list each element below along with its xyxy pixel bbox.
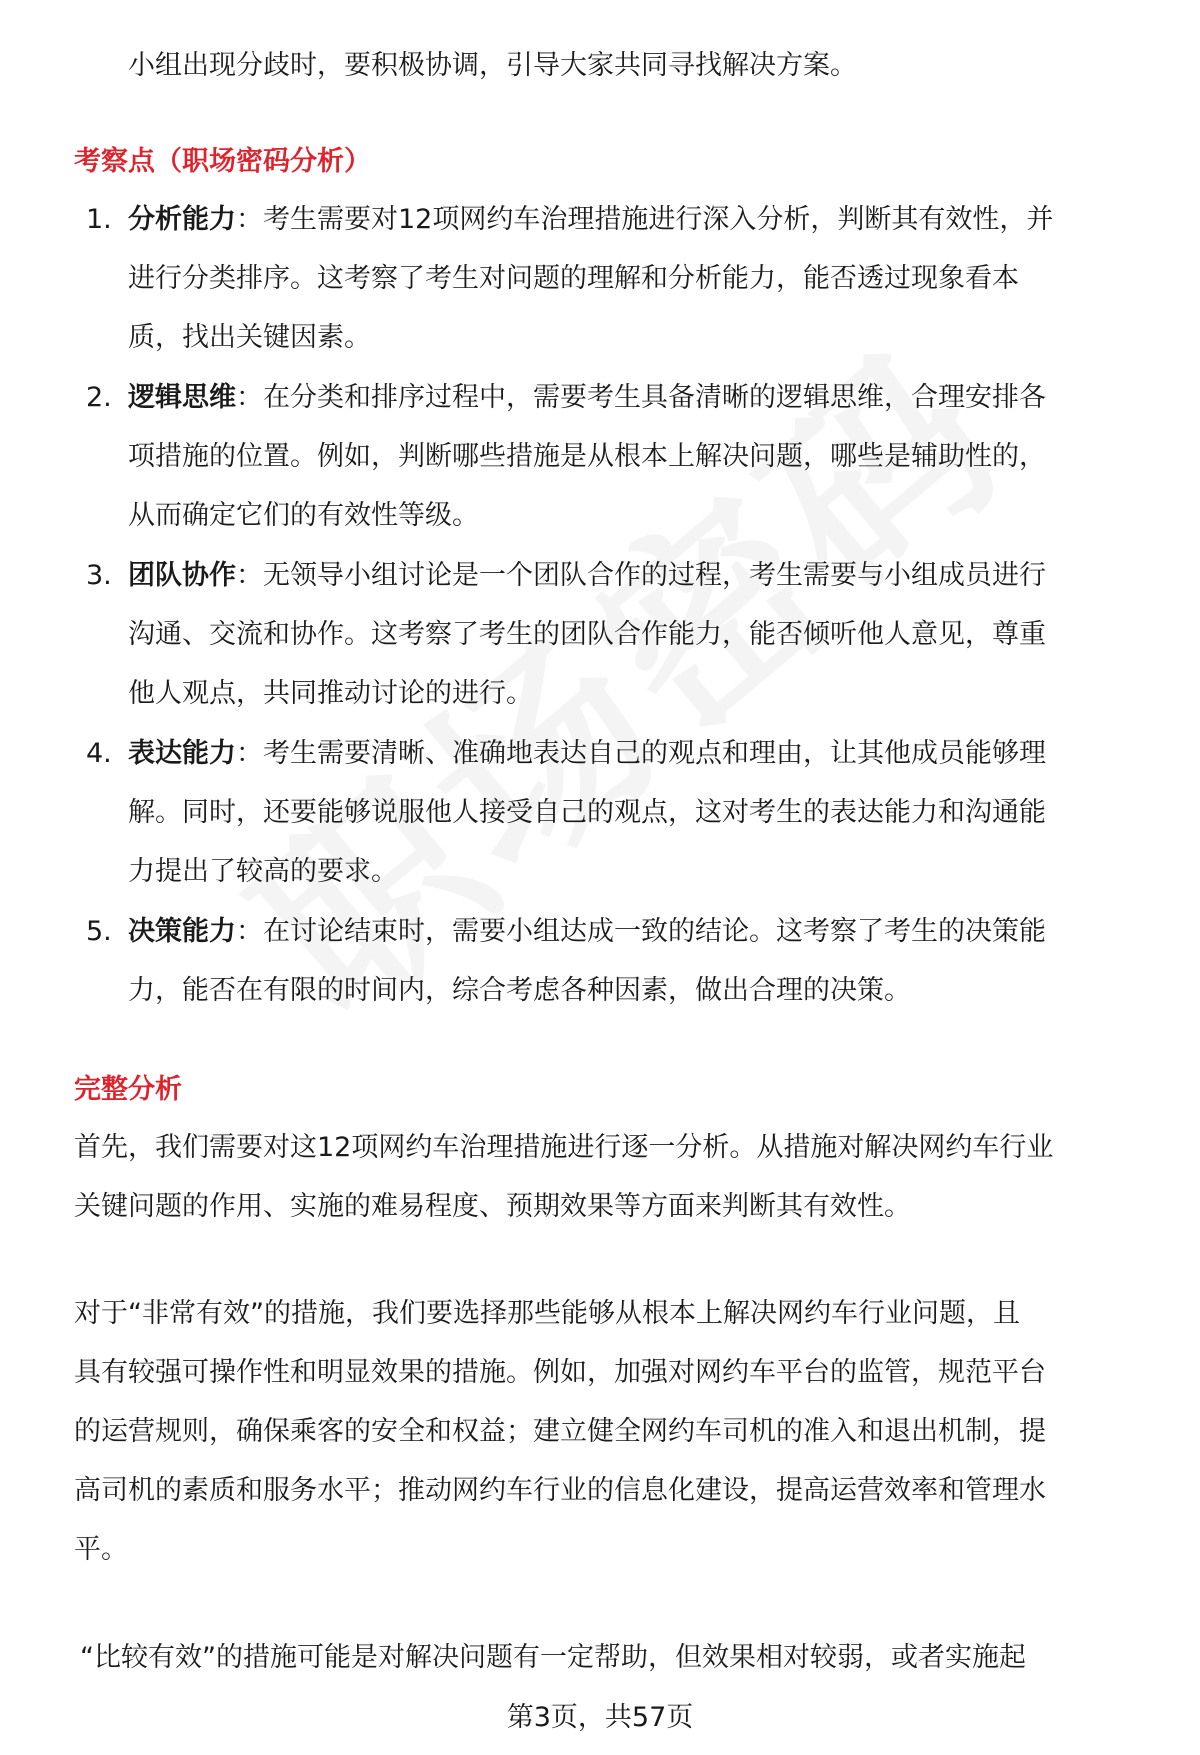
list-item-text: ：考生需要对12项网约车治理措施进行深入分析，判断其有效性，并: [236, 204, 1054, 235]
list-item-line: 从而确定它们的有效性等级。: [128, 500, 479, 531]
list-item-line: 力，能否在有限的时间内，综合考虑各种因素，做出合理的决策。: [128, 975, 911, 1006]
paragraph-line: 的运营规则，确保乘客的安全和权益；建立健全网约车司机的准入和退出机制，提: [74, 1416, 1046, 1447]
list-item-line: 沟通、交流和协作。这考察了考生的团队合作能力，能否倾听他人意见，尊重: [128, 619, 1046, 650]
list-number: 2.: [86, 382, 112, 413]
list-number: 1.: [86, 204, 112, 235]
list-item-term: 分析能力: [128, 204, 236, 235]
paragraph-line: 关键问题的作用、实施的难易程度、预期效果等方面来判断其有效性。: [74, 1191, 911, 1222]
list-item-line: 力提出了较高的要求。: [128, 856, 398, 887]
paragraph-line: 首先，我们需要对这12项网约车治理措施进行逐一分析。从措施对解决网约车行业: [74, 1132, 1054, 1163]
list-item-line: [128, 378, 1046, 418]
paragraph-line: 对于“非常有效”的措施，我们要选择那些能够从根本上解决网约车行业问题，且: [74, 1298, 1020, 1329]
list-item-term: 表达能力: [128, 738, 236, 769]
list-number: 5.: [86, 916, 112, 947]
list-item-line: [128, 556, 1046, 596]
list-item-line: 他人观点，共同推动讨论的进行。: [128, 678, 533, 709]
list-number: 3.: [86, 560, 112, 591]
list-item-line: 项措施的位置。例如，判断哪些措施是从根本上解决问题，哪些是辅助性的，: [128, 441, 1046, 472]
intro-line: 小组出现分歧时，要积极协调，引导大家共同寻找解决方案。: [128, 50, 857, 81]
paragraph-line: 平。: [74, 1534, 128, 1565]
list-item-term: 决策能力: [128, 916, 236, 947]
paragraph-line: 高司机的素质和服务水平；推动网约车行业的信息化建设，提高运营效率和管理水: [74, 1475, 1046, 1506]
list-item-text: ：无领导小组讨论是一个团队合作的过程，考生需要与小组成员进行: [236, 560, 1046, 591]
list-item-text: ：在讨论结束时，需要小组达成一致的结论。这考察了考生的决策能: [236, 916, 1046, 947]
paragraph-line: 具有较强可操作性和明显效果的措施。例如，加强对网约车平台的监管，规范平台: [74, 1357, 1046, 1388]
list-item-line: 进行分类排序。这考察了考生对问题的理解和分析能力，能否透过现象看本: [128, 263, 1019, 294]
list-item-line: [128, 912, 1046, 952]
list-item-line: [128, 734, 1046, 774]
list-item-text: ：考生需要清晰、准确地表达自己的观点和理由，让其他成员能够理: [236, 738, 1046, 769]
page-number-footer: 第3页，共57页: [506, 1702, 694, 1733]
list-item-text: ：在分类和排序过程中，需要考生具备清晰的逻辑思维，合理安排各: [236, 382, 1046, 413]
section-heading-exam-points: 考察点（职场密码分析）: [74, 146, 371, 177]
list-item-line: 解。同时，还要能够说服他人接受自己的观点，这对考生的表达能力和沟通能: [128, 797, 1046, 828]
paragraph-line: “比较有效”的措施可能是对解决问题有一定帮助，但效果相对较弱，或者实施起: [80, 1642, 1026, 1673]
list-number: 4.: [86, 738, 112, 769]
list-item-line: [128, 200, 1053, 240]
list-item-term: 逻辑思维: [128, 382, 236, 413]
section-heading-full-analysis: 完整分析: [74, 1074, 182, 1105]
list-item-line: 质，找出关键因素。: [128, 322, 371, 353]
list-item-term: 团队协作: [128, 560, 236, 591]
